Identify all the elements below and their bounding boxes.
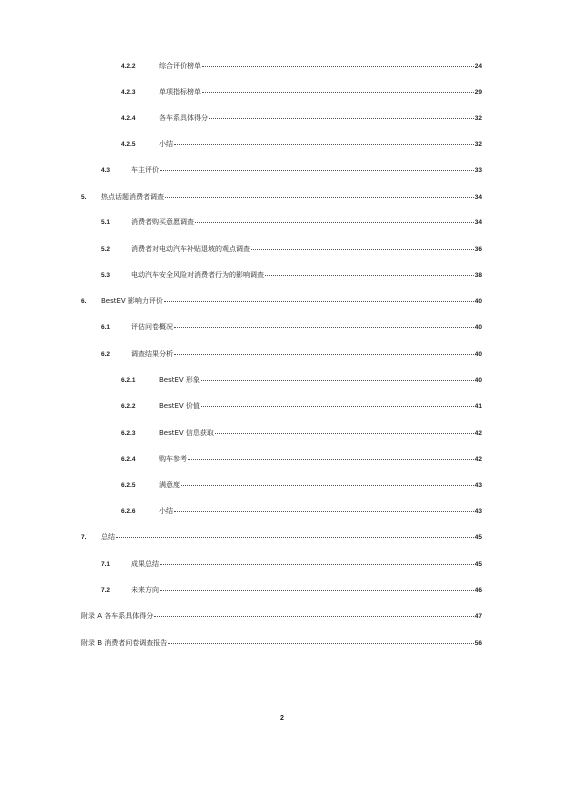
toc-entry-page: 24 xyxy=(474,63,482,70)
toc-entry-title: 满意度 xyxy=(159,481,180,489)
toc-entry-title: BestEV 形象 xyxy=(159,376,200,384)
toc-dot-leader xyxy=(174,144,474,145)
toc-entry-number: 7.1 xyxy=(101,561,111,568)
toc-entry-page: 33 xyxy=(474,167,482,174)
toc-dot-leader xyxy=(202,92,474,93)
toc-dot-leader xyxy=(160,590,474,591)
toc-entry-number: 7.2 xyxy=(101,587,111,594)
toc-entry-page: 36 xyxy=(474,246,482,253)
toc-entry-number: 6.2.1 xyxy=(121,377,136,384)
toc-entry-6-2-4[interactable] xyxy=(121,455,482,464)
toc-entry-title: 未来方向 xyxy=(131,586,159,594)
toc-entry-title: BestEV 信息获取 xyxy=(159,429,214,437)
toc-entry-number: 5.2 xyxy=(101,246,111,253)
toc-entry-page: 46 xyxy=(474,587,482,594)
toc-dot-leader xyxy=(251,249,474,250)
toc-entry-page: 45 xyxy=(474,534,482,541)
toc-entry-4-2-2[interactable] xyxy=(121,62,482,71)
toc-entry-number: 6.2.4 xyxy=(121,456,136,463)
toc-dot-leader xyxy=(215,433,474,434)
toc-dot-leader xyxy=(174,327,474,328)
toc-entry-page: 43 xyxy=(474,508,482,515)
toc-entry-page: 32 xyxy=(474,141,482,148)
toc-entry-title: 各车系具体得分 xyxy=(159,114,208,122)
toc-entry-title: 附录 B 消费者问卷调查报告 xyxy=(81,639,168,647)
toc-entry-page: 32 xyxy=(474,115,482,122)
toc-dot-leader xyxy=(164,301,474,302)
toc-entry-number: 7. xyxy=(81,534,87,541)
toc-entry-title: BestEV 影响力评价 xyxy=(101,297,163,305)
toc-entry-7-1[interactable] xyxy=(101,560,482,569)
toc-entry-title: 成果总结 xyxy=(131,560,159,568)
toc-entry-5-3[interactable] xyxy=(101,271,482,280)
toc-entry-title: 附录 A 各车系具体得分 xyxy=(81,612,154,620)
toc-entry-7[interactable] xyxy=(81,533,482,542)
toc-dot-leader xyxy=(181,485,474,486)
toc-entry-number: 6. xyxy=(81,298,87,305)
toc-entry-title: BestEV 价值 xyxy=(159,402,200,410)
toc-entry-page: 56 xyxy=(474,640,482,647)
toc-entry-page: 40 xyxy=(474,324,482,331)
toc-entry-6-2-2[interactable] xyxy=(121,402,482,411)
toc-entry-number: 6.2.3 xyxy=(121,430,136,437)
toc-entry-6-1[interactable] xyxy=(101,323,482,332)
toc-dot-leader xyxy=(188,459,474,460)
toc-entry-title: 购车参考 xyxy=(159,455,187,463)
toc-entry-title: 车主评价 xyxy=(131,166,159,174)
toc-entry-page: 40 xyxy=(474,351,482,358)
toc-dot-leader xyxy=(174,354,474,355)
toc-entry-6-2-5[interactable] xyxy=(121,481,482,490)
toc-entry-title: 综合评价榜单 xyxy=(159,62,201,70)
toc-entry-4-2-5[interactable] xyxy=(121,140,482,149)
toc-entry-title: 小结 xyxy=(159,507,173,515)
toc-entry-5-2[interactable] xyxy=(101,245,482,254)
toc-dot-leader xyxy=(154,616,474,617)
toc-dot-leader xyxy=(160,564,474,565)
toc-dot-leader xyxy=(209,118,474,119)
toc-entry-number: 4.3 xyxy=(101,167,111,174)
toc-entry-page: 34 xyxy=(474,219,482,226)
toc-entry-number: 4.2.2 xyxy=(121,63,136,70)
toc-entry-6-2-3[interactable] xyxy=(121,429,482,438)
toc-entry-title: 评估问卷概况 xyxy=(131,323,173,331)
toc-entry-4-2-4[interactable] xyxy=(121,114,482,123)
toc-entry-title: 热点话题消费者调查 xyxy=(101,193,164,201)
toc-dot-leader xyxy=(165,197,474,198)
toc-entry-page: 45 xyxy=(474,561,482,568)
toc-entry-title: 调查结果分析 xyxy=(131,350,173,358)
toc-entry-title: 电动汽车安全风险对消费者行为的影响调查 xyxy=(131,271,264,279)
toc-entry-number: 5.3 xyxy=(101,272,111,279)
toc-dot-leader xyxy=(174,511,474,512)
toc-dot-leader xyxy=(160,170,474,171)
toc-entry-7-2[interactable] xyxy=(101,586,482,595)
toc-entry-number: 4.2.5 xyxy=(121,141,136,148)
toc-entry-page: 40 xyxy=(474,377,482,384)
toc-dot-leader xyxy=(201,380,474,381)
toc-entry-number: 5. xyxy=(81,194,87,201)
toc-entry-page: 42 xyxy=(474,456,482,463)
toc-entry-title: 单项指标榜单 xyxy=(159,88,201,96)
toc-entry-number: 4.2.3 xyxy=(121,89,136,96)
toc-entry-title: 总结 xyxy=(101,533,115,541)
toc-entry-appendix-a[interactable] xyxy=(81,612,482,621)
toc-entry-title: 消费者对电动汽车补贴退坡的观点调查 xyxy=(131,245,250,253)
toc-entry-4-3[interactable] xyxy=(101,166,482,175)
toc-entry-page: 40 xyxy=(474,298,482,305)
toc-dot-leader xyxy=(195,222,474,223)
toc-entry-number: 6.2 xyxy=(101,351,111,358)
toc-entry-number: 6.1 xyxy=(101,324,111,331)
toc-entry-number: 5.1 xyxy=(101,219,111,226)
toc-entry-6-2-1[interactable] xyxy=(121,376,482,385)
toc-dot-leader xyxy=(202,66,474,67)
toc-entry-page: 43 xyxy=(474,482,482,489)
toc-entry-page: 38 xyxy=(474,272,482,279)
toc-entry-page: 41 xyxy=(474,403,482,410)
toc-entry-page: 29 xyxy=(474,89,482,96)
toc-entry-title: 消费者购买意愿调查 xyxy=(131,218,194,226)
toc-entry-number: 6.2.6 xyxy=(121,508,136,515)
toc-entry-5-1[interactable] xyxy=(101,218,482,227)
toc-dot-leader xyxy=(201,406,474,407)
toc-entry-page: 34 xyxy=(474,194,482,201)
toc-entry-number: 6.2.2 xyxy=(121,403,136,410)
page-number: 2 xyxy=(280,715,284,722)
toc-entry-6[interactable] xyxy=(81,297,482,306)
toc-entry-page: 47 xyxy=(474,613,482,620)
toc-entry-title: 小结 xyxy=(159,140,173,148)
toc-entry-5[interactable] xyxy=(81,193,482,202)
toc-entry-number: 4.2.4 xyxy=(121,115,136,122)
toc-dot-leader xyxy=(116,537,474,538)
toc-dot-leader xyxy=(265,275,474,276)
toc-entry-6-2[interactable] xyxy=(101,350,482,359)
toc-entry-4-2-3[interactable] xyxy=(121,88,482,97)
toc-entry-page: 42 xyxy=(474,430,482,437)
toc-entry-number: 6.2.5 xyxy=(121,482,136,489)
toc-entry-appendix-b[interactable] xyxy=(81,639,482,648)
toc-entry-6-2-6[interactable] xyxy=(121,507,482,516)
toc-dot-leader xyxy=(168,643,474,644)
